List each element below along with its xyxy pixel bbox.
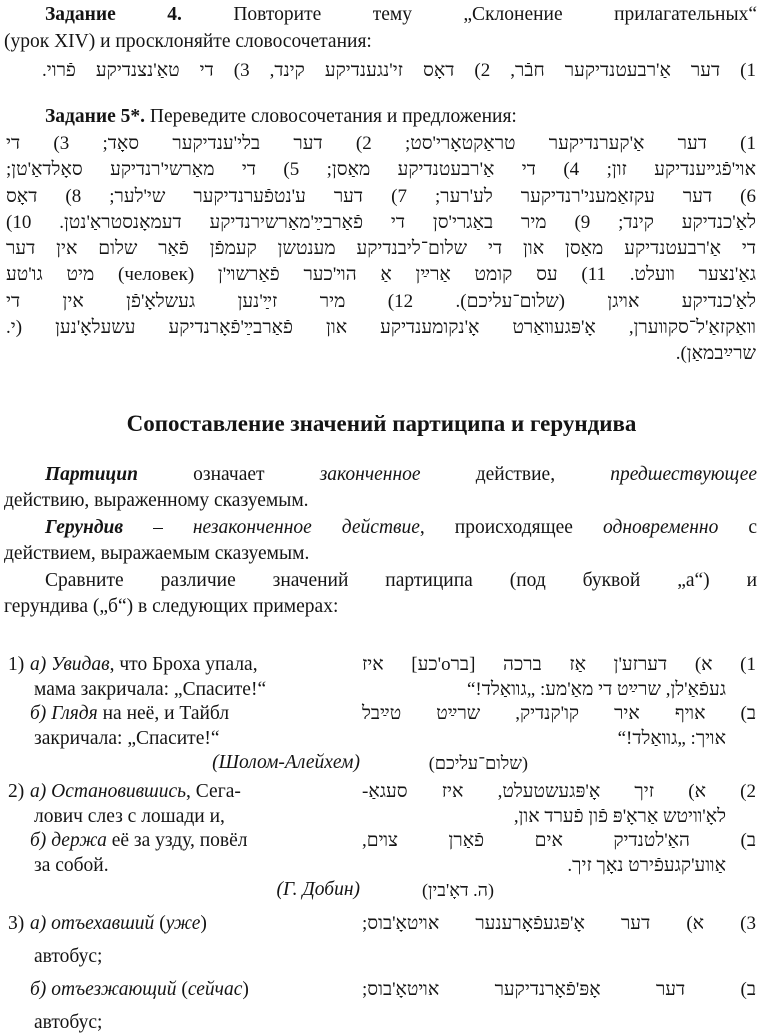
example-russian-line bbox=[34, 804, 225, 830]
example-russian-fragment: отъезжающий bbox=[51, 979, 177, 1000]
example-hebrew-line: ב) האַ'לטנדיק אים פֿאַרן צױם, bbox=[362, 830, 756, 851]
example-russian-fragment: б) bbox=[30, 703, 52, 724]
task5-hebrew-line: אױ'פֿגײענדיקע זון; 4) די אַ'רבעטנדיקע מאַסן; 5) די מאַרשי'רנדיקע סאָלדאַ'טן; bbox=[6, 159, 756, 181]
task5-hebrew-line: לאַ'כנדיקע אױגן (שלום־עליכם). 12) מיר זײַ'נען געשלאָ'פֿן אין די bbox=[6, 290, 756, 312]
task4-text-b: (урок XIV) и просклоняйте словосочетания: bbox=[4, 31, 372, 52]
example-hebrew-line: אַװע'קגעפֿירט נאָך זיך. bbox=[567, 854, 726, 876]
example-russian-line bbox=[34, 853, 109, 879]
example-russian-fragment: закричала: „Спасите!“ bbox=[34, 727, 220, 749]
example-russian-fragment: , что Броха упала, bbox=[109, 654, 258, 675]
example-hebrew-source: (ה. דאָ'בין) bbox=[421, 880, 494, 900]
example-russian-line bbox=[30, 779, 241, 805]
example-russian-fragment: на неё, и Тайбл bbox=[97, 703, 230, 724]
gerundive-dash: – bbox=[123, 517, 193, 538]
example-russian-fragment: а) bbox=[30, 781, 52, 802]
example-russian-line bbox=[30, 652, 258, 678]
participle-text-d: предшествующее bbox=[610, 464, 758, 485]
task5-heading: Задание 5*. bbox=[45, 106, 146, 127]
example-hebrew-line: 2) א) זיך אָ'פּגעשטעלט, איז סעגאַ- bbox=[362, 781, 756, 802]
example-russian-line bbox=[30, 977, 249, 1003]
example-russian-fragment: Увидав bbox=[51, 654, 110, 675]
gerundive-text-c: с bbox=[718, 517, 758, 538]
example-russian-fragment: б) bbox=[30, 979, 52, 1000]
participle-text-c: действие, bbox=[475, 464, 556, 485]
compare-para-line2: герундива („б“) в следующих примерах: bbox=[4, 596, 339, 617]
example-russian-fragment: сейчас bbox=[187, 979, 243, 1000]
example-russian-line bbox=[30, 701, 229, 727]
example-russian-fragment: мама закричала: „Спасите!“ bbox=[34, 678, 267, 700]
participle-para-line2: действию, выраженному сказуемым. bbox=[4, 490, 309, 511]
gerundive-italic: незаконченное действие bbox=[192, 517, 420, 538]
example-russian-fragment: отъехавший bbox=[51, 913, 155, 934]
example-russian-line bbox=[34, 677, 266, 703]
task5-hebrew-line: 6) דער עקזאַמעני'רנדיקער לע'רער; 7) דער ע'נטפֿערנדיקער שי'לער; 8) דאָס bbox=[6, 185, 756, 207]
task5-hebrew-line: 1) דער אַ'קערנדיקער טראַקטאָרי'סט; 2) דער בלי'ענדיקער סאָד; 3) די bbox=[6, 133, 756, 154]
example-russian-fragment: а) bbox=[30, 913, 52, 934]
example-russian-fragment: автобус; bbox=[34, 1012, 103, 1033]
example-russian-fragment: ( bbox=[176, 979, 188, 1000]
task4-hebrew-line: 1) דער אַ'רבעטנדיקער חבֿר, 2) דאָס זי'נגענדיקע קינד, 3) די טאַ'נצנדיקע פֿרוי. bbox=[42, 60, 756, 81]
example-russian-fragment: автобус; bbox=[34, 946, 103, 967]
example-source: (Г. Добин) bbox=[276, 879, 360, 900]
section-title: Сопоставление значений партиципа и герундива bbox=[126, 411, 637, 436]
example-hebrew-line: לאָ'װיטש אַראָ'פּ פֿון פֿערד און, bbox=[513, 805, 726, 827]
example-russian-line bbox=[30, 911, 207, 937]
participle-term: Партицип bbox=[45, 464, 138, 485]
example-russian-fragment: Глядя bbox=[51, 703, 98, 724]
example-hebrew-line: 3) א) דער אָ'פּגעפֿאָרענער אױטאָ'בוס; bbox=[362, 913, 756, 934]
example-number: 1) bbox=[8, 654, 25, 675]
example-russian-line bbox=[34, 726, 220, 752]
gerundive-text-b: одновременно bbox=[602, 517, 719, 538]
example-russian-line bbox=[30, 828, 248, 854]
task5-text: Переведите словосочетания и предложения: bbox=[149, 106, 517, 127]
task5-hebrew-line: װאַקזאַ'ל־סקװערן, אָ'פּגעװאַרט אָ'נקומענדיקע און פֿאַרבײַ'פֿאָרנדיקע עשעלאָ'נען (י. bbox=[6, 317, 756, 339]
example-russian-line bbox=[34, 1010, 102, 1036]
example-russian-fragment: а) bbox=[30, 654, 52, 675]
example-hebrew-line: געפֿאַ'לן, שרײַט די מאַ'מע: „גװאַלד!“ bbox=[466, 678, 726, 700]
example-russian-fragment: за собой. bbox=[34, 854, 109, 876]
example-russian-fragment: , Сега- bbox=[186, 781, 241, 802]
participle-text-b: законченное bbox=[319, 464, 421, 485]
gerundive-term: Герундив bbox=[45, 517, 124, 538]
example-hebrew-line: אױך: „גװאַלד!“ bbox=[617, 727, 726, 749]
task5-hebrew-line: די אַ'רבעטנדיקע מאַסן און די שלום־ליבנדיקע מענטשן קעמפֿן פֿאַר שלום אין דער bbox=[6, 238, 756, 260]
task5-hebrew-line: לאַ'כנדיקע קינד; 9) מיר באַגרי'סן די פֿאַרבײַ'מאַרשירנדיקע דעמאָנסטראַ'נטן. 10) bbox=[6, 211, 756, 233]
example-russian-fragment: уже bbox=[165, 913, 201, 934]
task5-hebrew-line: גאַ'נצער װעלט. 11) עס קומט אַרײַן אַ הױ'כער פֿאַרשױ'ן (человек) מיט גו'טע bbox=[6, 264, 756, 286]
example-hebrew-line: 1) א) דערזע'ן אַז ברכה [ברo'כע] איז bbox=[362, 654, 756, 675]
example-russian-fragment: Остановившись bbox=[51, 781, 187, 802]
example-number: 2) bbox=[8, 781, 25, 802]
example-russian-fragment: её за узду, повёл bbox=[106, 830, 248, 851]
participle-para-line1 bbox=[45, 462, 757, 488]
example-russian-fragment: лович слез с лошади и, bbox=[34, 805, 225, 827]
task5-hebrew-line: שרײַבמאַן). bbox=[675, 343, 756, 365]
example-hebrew-line: ב) אױף איר קו'קנדיק, שרײַט טײַבל bbox=[362, 703, 756, 724]
example-hebrew-line: ב) דער אָפּ'פֿאָרנדיקער אױטאָ'בוס; bbox=[362, 979, 756, 1000]
task5-line1 bbox=[45, 104, 757, 130]
task4-text-a: Повторите тему „Склонение прилагательных“ bbox=[233, 4, 757, 25]
example-russian-fragment: ) bbox=[242, 979, 249, 1000]
example-number: 3) bbox=[8, 913, 25, 934]
example-russian-fragment: ) bbox=[200, 913, 207, 934]
example-russian-fragment: б) bbox=[30, 830, 52, 851]
task4-heading: Задание 4. bbox=[45, 4, 182, 25]
example-source: (Шолом-Алейхем) bbox=[212, 752, 360, 773]
task5-hebrew-block bbox=[6, 131, 756, 368]
example-russian-fragment: ( bbox=[154, 913, 166, 934]
example-hebrew-source: (שלום־עליכם) bbox=[428, 753, 528, 773]
gerundive-text-a: , происходящее bbox=[419, 517, 603, 538]
gerundive-para-line2: действием, выражаемым сказуемым. bbox=[4, 543, 310, 564]
compare-para-line1: Сравните различие значений партиципа (под буквой „а“) и bbox=[45, 570, 757, 591]
example-russian-fragment: держа bbox=[51, 830, 107, 851]
task4-line1 bbox=[45, 2, 757, 28]
example-russian-line bbox=[34, 944, 102, 970]
participle-text-a: означает bbox=[193, 464, 265, 485]
gerundive-para-line1 bbox=[45, 515, 757, 541]
